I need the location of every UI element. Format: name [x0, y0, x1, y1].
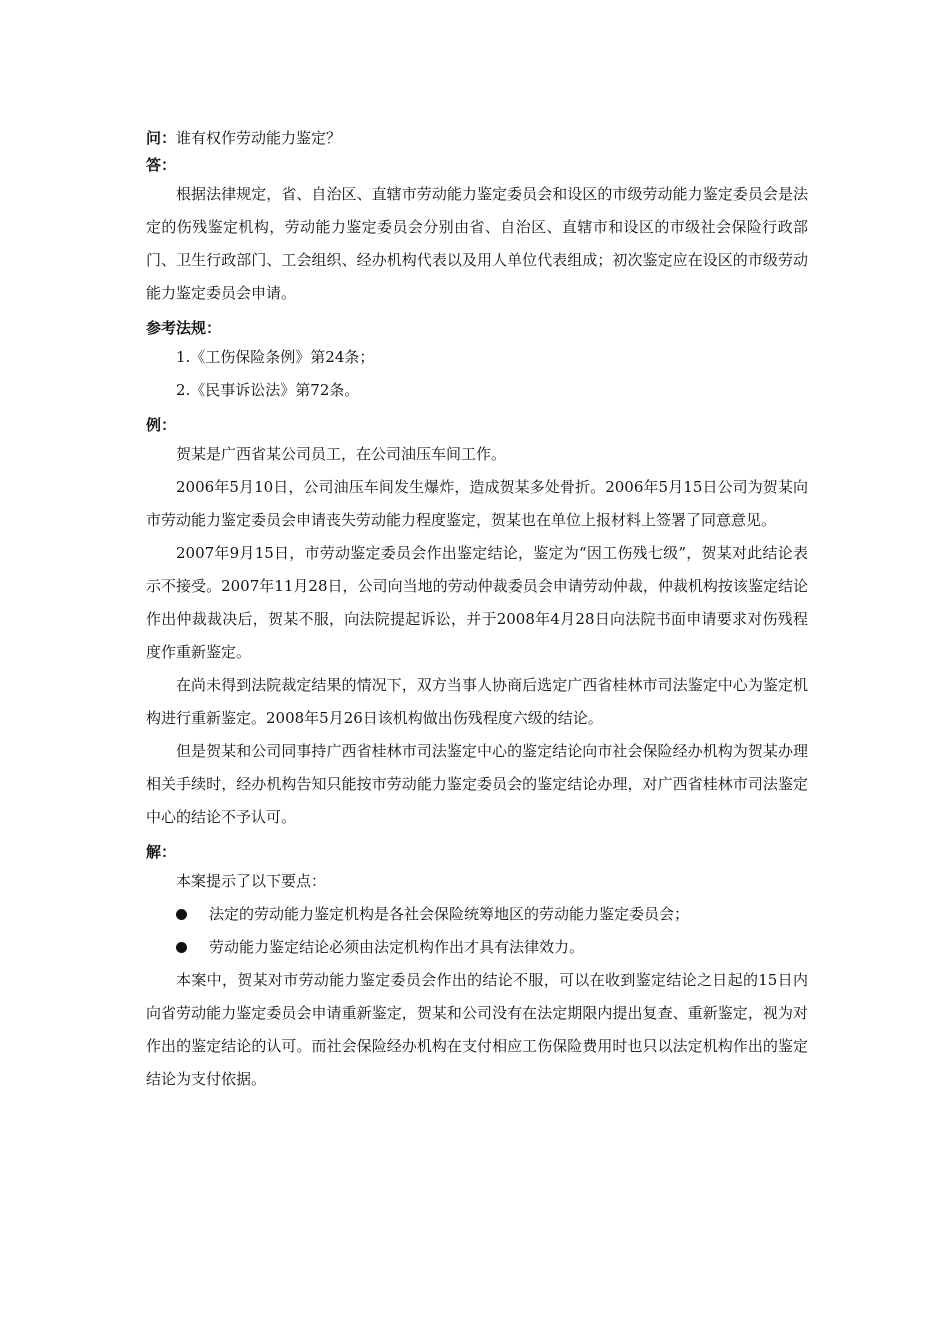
solution-conclusion: 本案中，贺某对市劳动能力鉴定委员会作出的结论不服，可以在收到鉴定结论之日起的15日内向省劳动能力鉴定委员会申请重新鉴定，贺某和公司没有在法定期限内提出复查、重新鉴定，视为对作出的鉴定结论的认可。而社会保险经办机构在支付相应工伤保险费用时也只以法定机构作出的鉴定结论为支付依据。: [146, 971, 808, 1088]
question-label: 问：: [146, 129, 177, 147]
answer-label: 答：: [146, 156, 177, 174]
solution-intro: 本案提示了以下要点：: [176, 872, 327, 890]
reference-item: 1.《工伤保险条例》第24条；: [176, 348, 375, 366]
solution-label: 解：: [146, 843, 177, 861]
bullet-item: [146, 931, 808, 964]
bullet-text: 法定的劳动能力鉴定机构是各社会保险统筹地区的劳动能力鉴定委员会；: [209, 905, 690, 923]
question-line: [146, 126, 808, 151]
bullet-dot-icon: [176, 942, 187, 953]
bullet-text: 劳动能力鉴定结论必须由法定机构作出才具有法律效力。: [209, 938, 585, 956]
document-page: [146, 126, 808, 1096]
example-paragraph: 在尚未得到法院裁定结果的情况下，双方当事人协商后选定广西省桂林市司法鉴定中心为鉴定机构进行重新鉴定。2008年5月26日该机构做出伤残程度六级的结论。: [146, 676, 808, 727]
example-label: 例：: [146, 416, 177, 434]
answer-paragraph: 根据法律规定，省、自治区、直辖市劳动能力鉴定委员会和设区的市级劳动能力鉴定委员会是法定的伤残鉴定机构，劳动能力鉴定委员会分别由省、自治区、直辖市和设区的市级社会保险行政部门、卫生行政部门、工会组织、经办机构代表以及用人单位代表组成；初次鉴定应在设区的市级劳动能力鉴定委员会申请。: [146, 185, 808, 302]
example-paragraph: 贺某是广西省某公司员工，在公司油压车间工作。: [176, 445, 507, 463]
example-paragraph: 但是贺某和公司同事持广西省桂林市司法鉴定中心的鉴定结论向市社会保险经办机构为贺某办理相关手续时，经办机构告知只能按市劳动能力鉴定委员会的鉴定结论办理，对广西省桂林市司法鉴定中心的结论不予认可。: [146, 742, 808, 826]
bullet-dot-icon: [176, 909, 187, 920]
example-paragraph: 2007年9月15日，市劳动鉴定委员会作出鉴定结论，鉴定为“因工伤残七级”，贺某对此结论表示不接受。2007年11月28日，公司向当地的劳动仲裁委员会申请劳动仲裁，仲裁机构按该鉴定结论作出仲裁裁决后，贺某不服，向法院提起诉讼，并于2008年4月28日向法院书面申请要求对伤残程度作重新鉴定。: [146, 544, 808, 661]
references-label: 参考法规：: [146, 319, 222, 337]
bullet-item: [146, 898, 808, 931]
reference-item: 2.《民事诉讼法》第72条。: [176, 381, 360, 399]
example-paragraph: 2006年5月10日，公司油压车间发生爆炸，造成贺某多处骨折。2006年5月15日公司为贺某向市劳动能力鉴定委员会申请丧失劳动能力程度鉴定，贺某也在单位上报材料上签署了同意意见。: [146, 478, 808, 529]
question-text: 谁有权作劳动能力鉴定？: [176, 129, 342, 147]
